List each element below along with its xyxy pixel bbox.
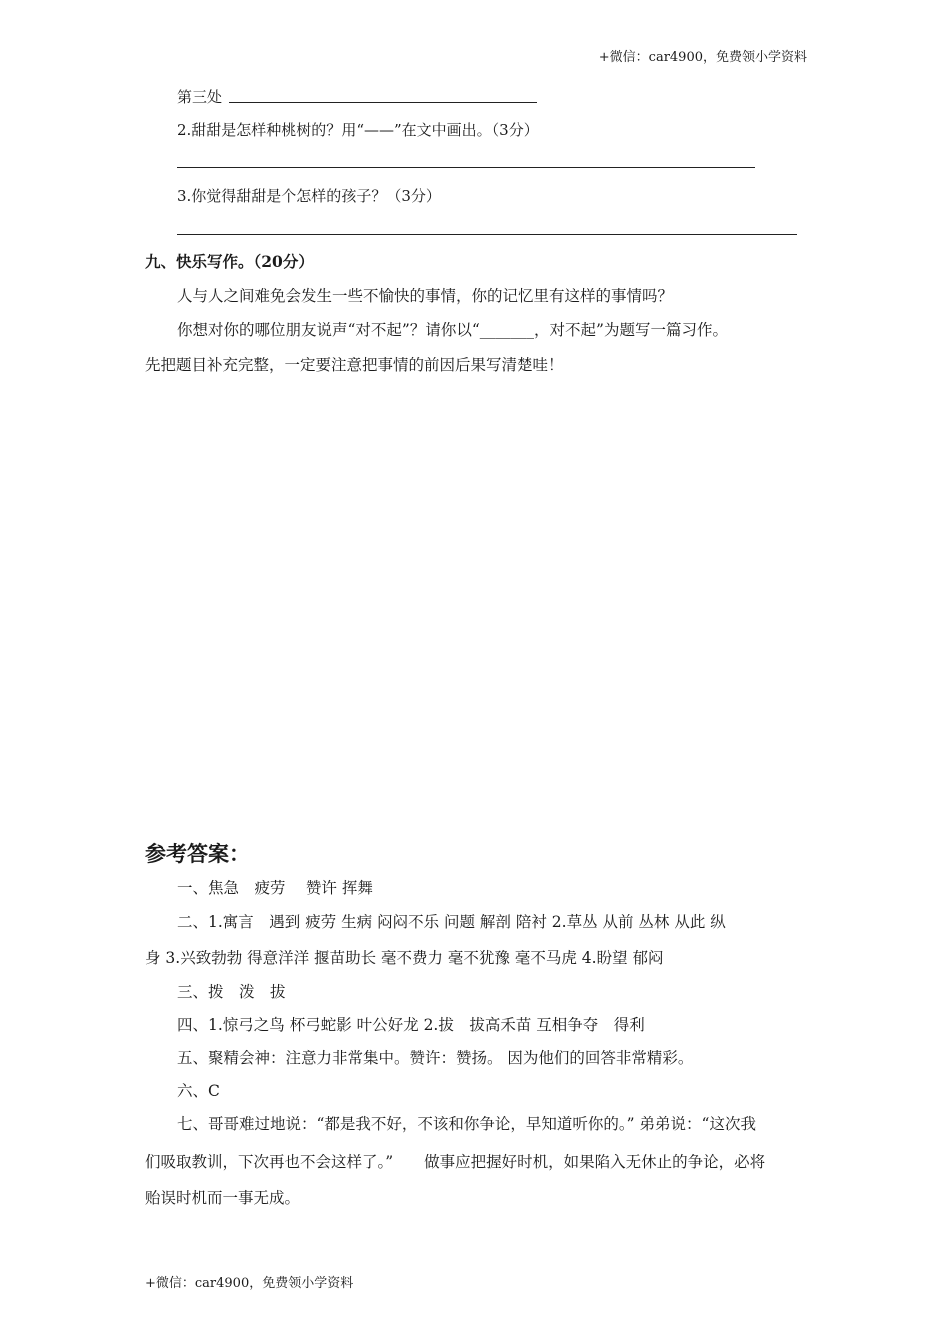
- writing-title: 九、快乐写作。（20分）: [145, 252, 314, 271]
- question-2: 2.甜甜是怎样种桃树的？用“——”在文中画出。（3分）: [177, 121, 539, 139]
- header-watermark: +微信：car4900，免费领小学资料: [598, 50, 807, 65]
- answer-2-line2: 身 3.兴致勃勃 得意洋洋 揠苗助长 毫不费力 毫不犹豫 毫不马虎 4.盼望 郁闷: [145, 949, 664, 967]
- answers-title: 参考答案：: [145, 841, 250, 866]
- answer-4: 四、1.惊弓之鸟 杯弓蛇影 叶公好龙 2.拔 拔高禾苗 互相争夺 得利: [177, 1016, 645, 1034]
- writing-para2-line2: 先把题目补充完整，一定要注意把事情的前因后果写清楚哇！: [145, 356, 564, 374]
- q3-answer-line: [177, 234, 797, 235]
- question-3: 3.你觉得甜甜是个怎样的孩子？（3分）: [177, 187, 441, 205]
- answer-1: 一、焦急 疲劳 赞许 挥舞: [177, 879, 373, 897]
- q1-third-label: 第三处: [177, 88, 223, 106]
- writing-para1: 人与人之间难免会发生一些不愉快的事情，你的记忆里有这样的事情吗？: [177, 287, 674, 305]
- answer-2-line1: 二、1.寓言 遇到 疲劳 生病 闷闷不乐 问题 解剖 陪衬 2.草丛 从前 丛林 从此 纵: [177, 913, 726, 931]
- footer-watermark: +微信：car4900，免费领小学资料: [145, 1276, 354, 1291]
- answer-7-line1: 七、哥哥难过地说：“都是我不好，不该和你争论，早知道听你的。” 弟弟说：“这次我: [177, 1115, 756, 1133]
- q2-answer-line: [177, 167, 755, 168]
- answer-7-line3: 贻误时机而一事无成。: [145, 1189, 301, 1207]
- writing-para2-line1: 你想对你的哪位朋友说声“对不起”？请你以“_______，对不起”为题写一篇习作。: [177, 321, 728, 339]
- answer-6: 六、C: [177, 1082, 220, 1100]
- q1-third-answer-line: [229, 102, 537, 103]
- answer-3: 三、拨 泼 拔: [177, 983, 286, 1001]
- answer-5: 五、聚精会神：注意力非常集中。赞许：赞扬。 因为他们的回答非常精彩。: [177, 1049, 694, 1067]
- answer-7-line2: 们吸取教训，下次再也不会这样了。” 做事应把握好时机，如果陷入无休止的争论，必将: [145, 1153, 766, 1171]
